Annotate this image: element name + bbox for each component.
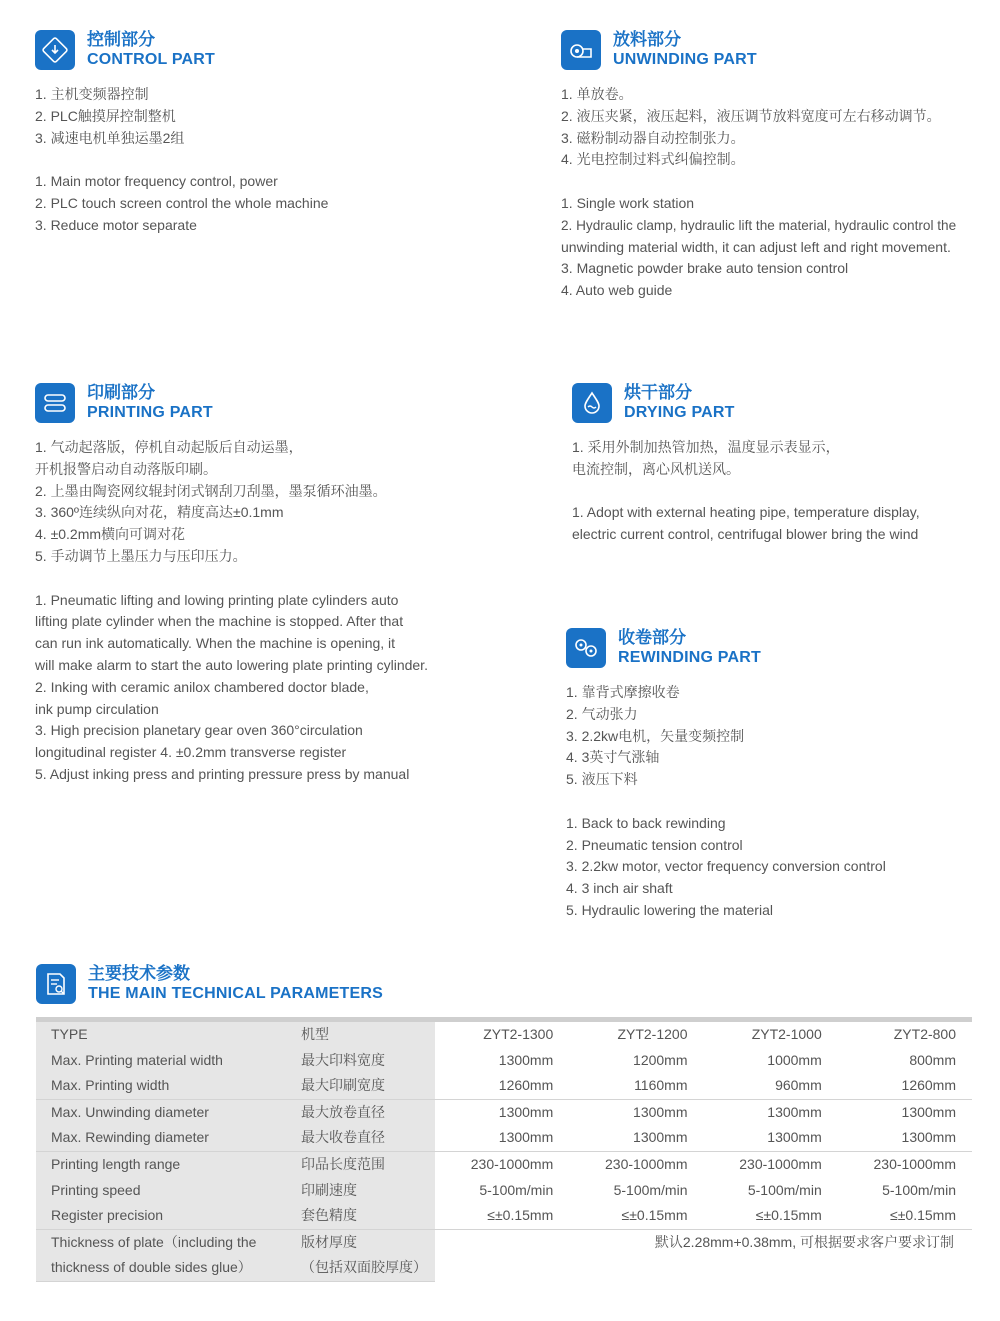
- params-header: [36, 964, 636, 1004]
- rewinding-en-line: 3. 2.2kw motor, vector frequency conversion control: [566, 858, 886, 875]
- params-section: [36, 964, 636, 1004]
- param-label-en: Max. Rewinding diameter: [36, 1125, 301, 1151]
- table-row: [36, 1178, 972, 1204]
- param-value: ≤±0.15mm: [487, 1207, 554, 1224]
- drying-en-line: electric current control, centrifugal blower bring the wind: [572, 526, 919, 543]
- printing-section: [35, 383, 505, 786]
- param-value: 1160mm: [634, 1077, 688, 1094]
- control-cn-line: 3. 减速电机单独运墨2组: [35, 129, 185, 146]
- param-value: 230-1000mm: [569, 1151, 703, 1177]
- printing-en-line: 3. High precision planetary gear oven 360°circulation: [35, 722, 363, 739]
- param-label-en: Thickness of plate（including the: [36, 1229, 301, 1255]
- param-value: 5-100m/min: [613, 1181, 688, 1198]
- param-value: 1300mm: [498, 1051, 554, 1068]
- unwinding-en-line: 3. Magnetic powder brake auto tension control: [561, 260, 849, 277]
- param-value: 1300mm: [498, 1129, 554, 1146]
- control-cn-line: 1. 主机变频器控制: [35, 86, 149, 102]
- printing-en-line: will make alarm to start the auto lowering plate printing cylinder.: [35, 656, 428, 673]
- printing-en-line: 1. Pneumatic lifting and lowing printing plate cylinders auto: [35, 591, 399, 608]
- rewinding-en-line: 1. Back to back rewinding: [566, 814, 726, 831]
- table-row: [36, 1125, 972, 1151]
- unwinding-body: [561, 84, 991, 302]
- rewinding-title-en: REWINDING PART: [618, 649, 761, 666]
- param-label-en: Printing length range: [36, 1151, 301, 1177]
- param-value: 230-1000mm: [435, 1151, 569, 1177]
- param-value: 1300mm: [435, 1099, 569, 1125]
- rewinding-cn-line: 1. 靠背式摩擦收卷: [566, 684, 680, 700]
- param-label-cn: 最大印刷宽度: [301, 1073, 435, 1099]
- drying-header: [572, 383, 982, 423]
- param-value: 5-100m/min: [747, 1181, 822, 1198]
- param-value: ZYT2-800: [838, 1020, 972, 1048]
- param-label-cn: 版材厚度: [301, 1229, 435, 1255]
- printing-cn-line: 2. 上墨由陶瓷网纹辊封闭式钢刮刀刮墨，墨泵循环油墨。: [35, 482, 387, 499]
- document-search-icon: [36, 964, 76, 1004]
- rewinding-title-cn: 收卷部分: [618, 628, 686, 647]
- param-label-en: Max. Printing width: [36, 1073, 301, 1099]
- printing-en-line: can run ink automatically. When the machine is opening, it: [35, 635, 396, 652]
- rewinding-section: [566, 628, 986, 922]
- param-value: 800mm: [909, 1051, 956, 1068]
- printing-cn-line: 开机报警启动自动落版印刷。: [35, 460, 217, 477]
- unwinding-section: [561, 30, 991, 302]
- param-value: ≤±0.15mm: [755, 1207, 822, 1224]
- param-value: 5-100m/min: [882, 1181, 956, 1198]
- unwinding-title-en: UNWINDING PART: [613, 51, 757, 68]
- param-label-cn: 套色精度: [301, 1203, 435, 1229]
- param-value: 1200mm: [633, 1051, 688, 1068]
- param-value: 1300mm: [838, 1099, 972, 1125]
- control-en-line: 3. Reduce motor separate: [35, 216, 197, 233]
- param-label-cn: （包括双面胶厚度）: [301, 1255, 435, 1281]
- params-table: [36, 1017, 972, 1282]
- unwinding-en-line: unwinding material width, it can adjust left and right movement.: [561, 238, 951, 255]
- rewinding-en-line: 4. 3 inch air shaft: [566, 880, 673, 897]
- unwinding-header: [561, 30, 991, 70]
- param-value: ZYT2-1000: [704, 1020, 838, 1048]
- drying-title-en: DRYING PART: [624, 404, 735, 421]
- unwinding-cn-line: 2. 液压夹紧，液压起料，液压调节放料宽度可左右移动调节。: [561, 107, 941, 124]
- drying-section: [572, 383, 982, 546]
- control-en-line: 1. Main motor frequency control, power: [35, 173, 278, 190]
- printing-body: [35, 437, 505, 786]
- param-value: 1300mm: [901, 1129, 956, 1146]
- touch-panel-icon: [35, 30, 75, 70]
- drying-cn-line: 1. 采用外制加热管加热，温度显示表显示，: [572, 439, 840, 455]
- control-en-line: 2. PLC touch screen control the whole machine: [35, 194, 329, 211]
- printing-en-line: ink pump circulation: [35, 700, 159, 717]
- control-header: [35, 30, 495, 70]
- drying-title-cn: 烘干部分: [624, 383, 692, 402]
- rewinding-cn-line: 5. 液压下料: [566, 771, 638, 788]
- param-label-cn: 印品长度范围: [301, 1151, 435, 1177]
- printing-en-line: longitudinal register 4. ±0.2mm transverse register: [35, 744, 347, 761]
- param-label-cn: 最大放卷直径: [301, 1099, 435, 1125]
- water-drop-icon: [572, 383, 612, 423]
- params-title-cn: 主要技术参数: [88, 964, 190, 983]
- printing-en-line: 5. Adjust inking press and printing pressure press by manual: [35, 765, 410, 782]
- rewinding-cn-line: 3. 2.2kw电机，矢量变频控制: [566, 727, 745, 744]
- rewinding-cn-line: 2. 气动张力: [566, 705, 638, 722]
- printing-cn-line: 1. 气动起落版，停机自动起版后自动运墨，: [35, 439, 303, 455]
- param-value: 1300mm: [569, 1099, 703, 1125]
- drying-body: [572, 437, 982, 546]
- param-value: 230-1000mm: [704, 1151, 838, 1177]
- table-row: [36, 1229, 972, 1255]
- param-value: 1300mm: [633, 1129, 688, 1146]
- param-label-en: TYPE: [36, 1020, 301, 1048]
- param-value: 960mm: [775, 1077, 822, 1094]
- unwinding-en-line: 4. Auto web guide: [561, 282, 673, 299]
- rewinding-en-line: 2. Pneumatic tension control: [566, 836, 743, 853]
- param-label-en: Printing speed: [36, 1178, 301, 1204]
- unwinding-cn-line: 1. 单放卷。: [561, 86, 633, 102]
- control-title-en: CONTROL PART: [87, 51, 216, 68]
- params-title-en: THE MAIN TECHNICAL PARAMETERS: [88, 985, 383, 1002]
- printing-cylinder-icon: [35, 383, 75, 423]
- table-row: [36, 1073, 972, 1099]
- unwinding-en-line: 1. Single work station: [561, 194, 695, 211]
- params-table-wrap: [36, 1017, 972, 1282]
- printing-header: [35, 383, 505, 423]
- param-value: 230-1000mm: [838, 1151, 972, 1177]
- drying-cn-line: 电流控制，离心风机送风。: [572, 460, 740, 477]
- rewinding-body: [566, 682, 986, 922]
- rewinding-en-line: 5. Hydraulic lowering the material: [566, 901, 773, 918]
- param-value: 1300mm: [767, 1129, 822, 1146]
- param-value: 1300mm: [704, 1099, 838, 1125]
- rewind-rolls-icon: [566, 628, 606, 668]
- table-row: [36, 1203, 972, 1229]
- param-value: ≤±0.15mm: [890, 1207, 956, 1224]
- param-value: 1260mm: [901, 1077, 956, 1094]
- param-label-cn: 最大印料宽度: [301, 1048, 435, 1074]
- table-row: [36, 1020, 972, 1048]
- rewinding-header: [566, 628, 986, 668]
- printing-en-line: 2. Inking with ceramic anilox chambered doctor blade,: [35, 678, 369, 695]
- unwinding-title-cn: 放料部分: [613, 30, 681, 49]
- drying-en-line: 1. Adopt with external heating pipe, temperature display,: [572, 504, 920, 521]
- film-roll-icon: [561, 30, 601, 70]
- control-cn-line: 2. PLC触摸屏控制整机: [35, 107, 176, 124]
- printing-en-line: lifting plate cylinder when the machine is stopped. After that: [35, 613, 404, 630]
- unwinding-en-line: 2. Hydraulic clamp, hydraulic lift the material, hydraulic control the: [561, 217, 957, 233]
- param-value: ZYT2-1300: [435, 1020, 569, 1048]
- param-label-en: Max. Printing material width: [36, 1048, 301, 1074]
- param-value: 1000mm: [767, 1051, 822, 1068]
- param-label-cn: 最大收卷直径: [301, 1125, 435, 1151]
- printing-cn-line: 5. 手动调节上墨压力与压印压力。: [35, 547, 247, 564]
- printing-title-en: PRINTING PART: [87, 404, 213, 421]
- param-label-en: Register precision: [36, 1203, 301, 1229]
- control-section: [35, 30, 495, 237]
- param-label-en: thickness of double sides glue）: [36, 1255, 301, 1281]
- control-body: [35, 84, 495, 237]
- unwinding-cn-line: 3. 磁粉制动器自动控制张力。: [561, 129, 745, 146]
- printing-title-cn: 印刷部分: [87, 383, 155, 402]
- table-row: [36, 1099, 972, 1125]
- table-row: [36, 1151, 972, 1177]
- table-row: [36, 1048, 972, 1074]
- param-value: ZYT2-1200: [569, 1020, 703, 1048]
- param-value: ≤±0.15mm: [621, 1207, 688, 1224]
- printing-cn-line: 3. 360º连续纵向对花，精度高达±0.1mm: [35, 504, 284, 521]
- unwinding-cn-line: 4. 光电控制过料式纠偏控制。: [561, 151, 745, 168]
- rewinding-cn-line: 4. 3英寸气涨轴: [566, 749, 660, 766]
- plate-thickness-note: 默认2.28mm+0.38mm, 可根据要求客户要求订制: [435, 1229, 972, 1281]
- param-label-cn: 印刷速度: [301, 1178, 435, 1204]
- param-label-cn: 机型: [301, 1020, 435, 1048]
- param-value: 1260mm: [498, 1077, 554, 1094]
- param-label-en: Max. Unwinding diameter: [36, 1099, 301, 1125]
- control-title-cn: 控制部分: [87, 30, 155, 49]
- param-value: 5-100m/min: [479, 1181, 554, 1198]
- printing-cn-line: 4. ±0.2mm横向可调对花: [35, 526, 186, 543]
